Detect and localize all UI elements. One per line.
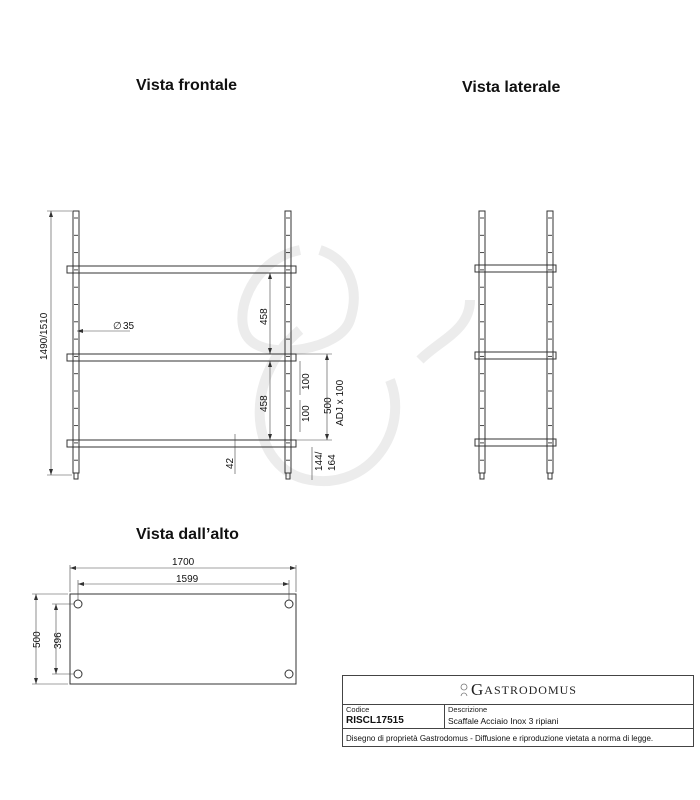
top-view-title: Vista dall’alto xyxy=(136,526,239,543)
dim-overall-height: 1490/1510 xyxy=(39,312,50,360)
side-right-post-slots xyxy=(548,218,552,460)
front-left-post-slots xyxy=(74,218,78,460)
brand-initial: G xyxy=(471,680,485,699)
dim-foot-right: 144/ xyxy=(314,451,325,471)
description-value: Scaffale Acciaio Inox 3 ripiani xyxy=(448,716,559,726)
watermark-logo xyxy=(242,250,470,481)
side-left-post xyxy=(479,211,485,473)
top-post-bottom-right xyxy=(285,670,293,678)
ownership-notice: Disegno di proprietà Gastrodomus - Diffusione e riproduzione vietata a norma di legge. xyxy=(346,734,654,743)
side-left-post-slots xyxy=(480,218,484,460)
front-view-title: Vista frontale xyxy=(136,77,238,94)
dim-top-depth-inner: 396 xyxy=(53,632,64,649)
side-shelf-top xyxy=(475,265,556,272)
side-right-foot xyxy=(548,473,552,479)
brand-emblem-icon xyxy=(459,683,469,697)
side-view xyxy=(475,211,556,479)
top-post-top-right xyxy=(285,600,293,608)
front-left-post xyxy=(73,211,79,473)
dim-shelf-depth-front: 500 xyxy=(323,397,334,414)
description-cell xyxy=(445,704,693,728)
dim-adj-label: ADJ x 100 xyxy=(335,379,346,426)
dim-top-depth-overall: 500 xyxy=(32,631,43,648)
code-value: RISCL17515 xyxy=(346,715,404,726)
code-cell xyxy=(343,704,445,728)
side-shelf-bottom xyxy=(475,439,556,446)
dim-shelf-spacing-lower: 458 xyxy=(259,395,270,412)
dim-foot-right-2: 164 xyxy=(327,454,338,471)
side-shelf-middle xyxy=(475,352,556,359)
front-shelf-middle xyxy=(67,354,296,361)
side-left-foot xyxy=(480,473,484,479)
dim-foot-left: 42 xyxy=(225,457,236,469)
code-label: Codice xyxy=(346,705,370,714)
dim-adj-step-lower: 100 xyxy=(301,405,312,422)
top-post-top-left xyxy=(74,600,82,608)
side-view-title: Vista laterale xyxy=(462,79,561,96)
top-dimension-lines xyxy=(32,565,296,684)
top-shelf-outline xyxy=(70,594,296,684)
title-block-info-row xyxy=(343,704,693,729)
title-block xyxy=(342,675,694,747)
top-post-bottom-left xyxy=(74,670,82,678)
top-view xyxy=(70,594,296,684)
side-right-post xyxy=(547,211,553,473)
dim-top-width-overall: 1700 xyxy=(172,557,195,568)
dim-adj-step-upper: 100 xyxy=(301,373,312,390)
dim-top-width-inner: 1599 xyxy=(176,574,199,585)
description-label: Descrizione xyxy=(448,705,488,714)
front-left-foot xyxy=(74,473,78,479)
brand-logo xyxy=(343,676,693,705)
dim-tube-diameter-symbol: ∅ xyxy=(113,321,122,332)
dim-tube-diameter: 35 xyxy=(123,321,135,332)
brand-name: ASTRODOMUS xyxy=(484,682,577,697)
dim-shelf-spacing-upper: 458 xyxy=(259,308,270,325)
